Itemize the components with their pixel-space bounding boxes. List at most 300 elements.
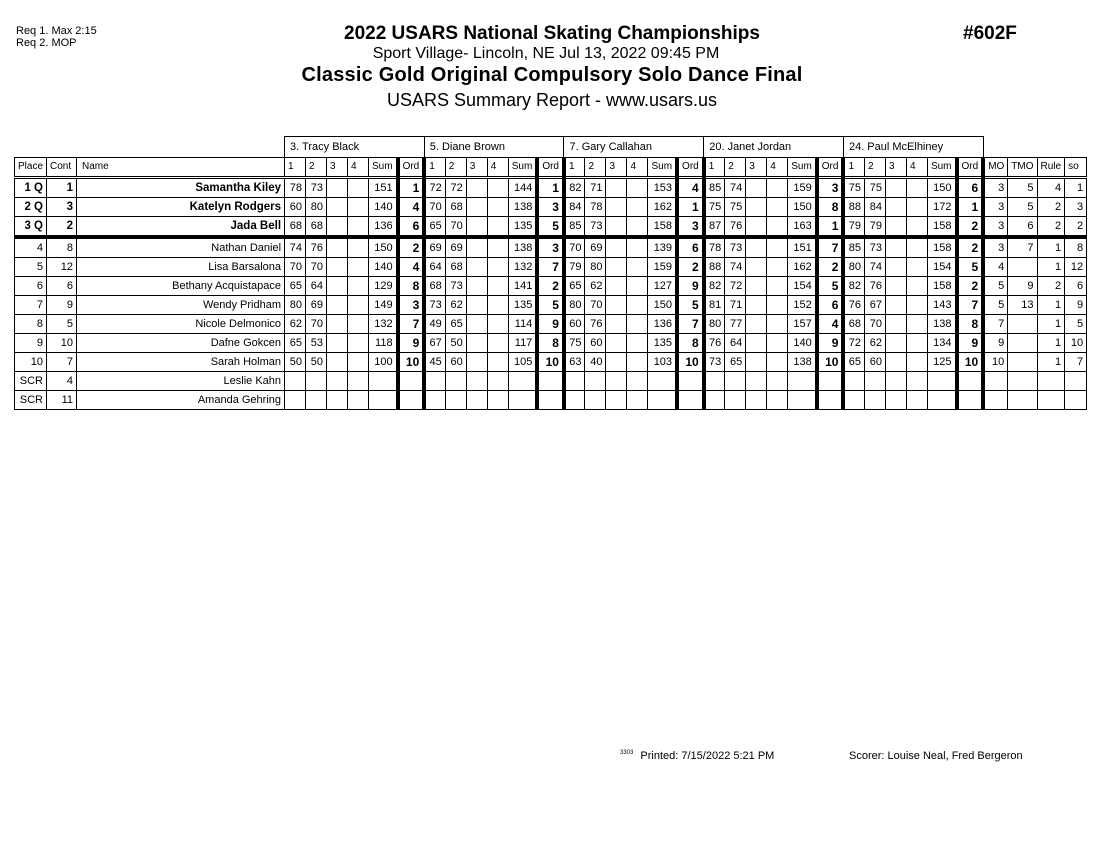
- judge-score-cell: [627, 296, 648, 315]
- skater-name-cell: Samantha Kiley: [77, 178, 285, 198]
- judge-score-cell: 88: [704, 258, 725, 277]
- judge-score-cell: [746, 217, 767, 238]
- judge-score-cell: [348, 237, 369, 258]
- judge-score-cell: 75: [864, 178, 885, 198]
- judge-score-cell: [627, 237, 648, 258]
- judge-score-cell: 82: [704, 277, 725, 296]
- judge-score-cell: 75: [725, 198, 746, 217]
- judge-score-cell: [348, 217, 369, 238]
- judge-score-cell: 40: [585, 353, 606, 372]
- place-cell: 8: [15, 315, 47, 334]
- judge-sum-cell: 149: [369, 296, 398, 315]
- judge-score-cell: 85: [704, 178, 725, 198]
- judge-score-cell: 76: [725, 217, 746, 238]
- judge-sum-cell: [788, 391, 817, 410]
- place-cell: 10: [15, 353, 47, 372]
- table-row: [15, 353, 1087, 372]
- judge-score-cell: [606, 315, 627, 334]
- contestant-number-cell: 5: [47, 315, 77, 334]
- judge-score-cell: [906, 198, 927, 217]
- judge-score-cell: 65: [564, 277, 585, 296]
- event-number: #602F: [963, 23, 1017, 44]
- judge-ordinal-cell: 3: [398, 296, 425, 315]
- judge-sum-cell: 158: [927, 277, 956, 296]
- header-ord: Ord: [398, 158, 425, 178]
- judge-score-cell: 49: [424, 315, 445, 334]
- judge-score-cell: [327, 198, 348, 217]
- judge-score-cell: 50: [306, 353, 327, 372]
- judge-score-cell: [487, 178, 508, 198]
- judge-score-cell: [746, 353, 767, 372]
- judge-score-cell: 80: [704, 315, 725, 334]
- judge-score-cell: [767, 315, 788, 334]
- judge-sum-cell: 158: [927, 237, 956, 258]
- table-row: [15, 198, 1087, 217]
- judge-score-cell: 65: [843, 353, 864, 372]
- judge-score-cell: 68: [843, 315, 864, 334]
- judge-score-cell: [906, 334, 927, 353]
- judge-score-cell: 76: [864, 277, 885, 296]
- judge-score-cell: [487, 372, 508, 391]
- judge-ordinal-cell: 7: [537, 258, 564, 277]
- judge-score-cell: 70: [424, 198, 445, 217]
- header-score-s3: 3: [606, 158, 627, 178]
- judge-score-cell: 50: [285, 353, 306, 372]
- judge-ordinal-cell: 5: [817, 277, 844, 296]
- contestant-number-cell: 2: [47, 217, 77, 238]
- judge-sum-cell: 138: [508, 237, 537, 258]
- judge-score-cell: [327, 277, 348, 296]
- judge-score-cell: [767, 372, 788, 391]
- judge-score-cell: 78: [704, 237, 725, 258]
- judge-sum-cell: 138: [508, 198, 537, 217]
- header-so: so: [1065, 158, 1087, 178]
- rule-cell: [1037, 391, 1065, 410]
- judge-sum-cell: 117: [508, 334, 537, 353]
- judge-sum-cell: 143: [927, 296, 956, 315]
- tmo-cell: 7: [1008, 237, 1037, 258]
- judge-score-cell: 65: [424, 217, 445, 238]
- judge-score-cell: 60: [864, 353, 885, 372]
- judge-sum-cell: [369, 391, 398, 410]
- judge-ordinal-cell: 1: [537, 178, 564, 198]
- judge-score-cell: [906, 372, 927, 391]
- judge-score-cell: [466, 237, 487, 258]
- judge-score-cell: 74: [285, 237, 306, 258]
- header-score-s4: 4: [487, 158, 508, 178]
- mo-cell: 3: [983, 237, 1008, 258]
- judge-score-cell: [767, 277, 788, 296]
- requirement-2: Req 2. MOP: [16, 37, 77, 49]
- tmo-cell: 9: [1008, 277, 1037, 296]
- judge-ordinal-cell: 4: [398, 258, 425, 277]
- so-cell: 3: [1065, 198, 1087, 217]
- judge-score-cell: [906, 391, 927, 410]
- judge-score-cell: [466, 391, 487, 410]
- so-cell: [1065, 391, 1087, 410]
- judge-score-cell: 62: [445, 296, 466, 315]
- judge-score-cell: 45: [424, 353, 445, 372]
- judge-score-cell: [466, 198, 487, 217]
- judge-score-cell: [767, 217, 788, 238]
- header-rule: Rule: [1037, 158, 1065, 178]
- judge-ordinal-cell: 3: [537, 237, 564, 258]
- judge-sum-cell: 158: [927, 217, 956, 238]
- judge-score-cell: 72: [445, 178, 466, 198]
- judge-score-cell: [627, 353, 648, 372]
- judge-score-cell: 85: [564, 217, 585, 238]
- judge-score-cell: 69: [424, 237, 445, 258]
- judge-sum-cell: 162: [648, 198, 677, 217]
- contestant-number-cell: 3: [47, 198, 77, 217]
- judge-score-cell: 73: [445, 277, 466, 296]
- judge-score-cell: 78: [585, 198, 606, 217]
- judge-sum-cell: 150: [927, 178, 956, 198]
- judge-score-cell: 73: [725, 237, 746, 258]
- judge-sum-cell: 150: [788, 198, 817, 217]
- judge-score-cell: [466, 277, 487, 296]
- judge-score-cell: [348, 353, 369, 372]
- tmo-cell: 6: [1008, 217, 1037, 238]
- judge-sum-cell: 162: [788, 258, 817, 277]
- judge-ordinal-cell: 1: [957, 198, 984, 217]
- rule-cell: 1: [1037, 334, 1065, 353]
- judge-score-cell: [746, 372, 767, 391]
- judge-score-cell: [606, 198, 627, 217]
- mo-cell: [983, 372, 1008, 391]
- judge-score-cell: 62: [585, 277, 606, 296]
- judge-score-cell: [348, 391, 369, 410]
- mo-cell: 9: [983, 334, 1008, 353]
- judge-score-cell: 80: [306, 198, 327, 217]
- header-ord: Ord: [677, 158, 704, 178]
- header-score-s1: 1: [704, 158, 725, 178]
- judge-sum-cell: 154: [927, 258, 956, 277]
- judge-score-cell: [767, 178, 788, 198]
- contestant-number-cell: 10: [47, 334, 77, 353]
- judge-score-cell: [767, 296, 788, 315]
- judge-score-cell: 80: [585, 258, 606, 277]
- judge-sum-cell: 144: [508, 178, 537, 198]
- judge-score-cell: 70: [585, 296, 606, 315]
- tmo-cell: [1008, 258, 1037, 277]
- judge-score-cell: [466, 353, 487, 372]
- skater-name-cell: Dafne Gokcen: [77, 334, 285, 353]
- report-code: 3303: [620, 750, 634, 756]
- judge-name: 5. Diane Brown: [424, 137, 564, 158]
- judge-ordinal-cell: 7: [957, 296, 984, 315]
- judge-score-cell: 65: [725, 353, 746, 372]
- judge-score-cell: [327, 296, 348, 315]
- judge-score-cell: [487, 237, 508, 258]
- judge-score-cell: [348, 315, 369, 334]
- judge-score-cell: 75: [843, 178, 864, 198]
- header-place: Place: [15, 158, 47, 178]
- judge-score-cell: [487, 315, 508, 334]
- judge-score-cell: [445, 391, 466, 410]
- judge-score-cell: 70: [306, 315, 327, 334]
- judge-score-cell: [704, 391, 725, 410]
- judge-score-cell: [767, 198, 788, 217]
- judge-score-cell: 74: [864, 258, 885, 277]
- judge-score-cell: 50: [445, 334, 466, 353]
- judge-score-cell: 70: [285, 258, 306, 277]
- judge-score-cell: 70: [564, 237, 585, 258]
- judge-ordinal-cell: [817, 372, 844, 391]
- judge-sum-cell: 136: [648, 315, 677, 334]
- so-cell: 2: [1065, 217, 1087, 238]
- skater-name-cell: Sarah Holman: [77, 353, 285, 372]
- judge-score-cell: [906, 277, 927, 296]
- tmo-cell: 5: [1008, 198, 1037, 217]
- judge-score-cell: [466, 178, 487, 198]
- judge-score-cell: [306, 391, 327, 410]
- judge-score-cell: 72: [725, 277, 746, 296]
- judge-score-cell: [564, 372, 585, 391]
- judge-score-cell: 74: [725, 258, 746, 277]
- table-row: [15, 334, 1087, 353]
- judge-ordinal-cell: 2: [817, 258, 844, 277]
- judge-score-cell: 73: [306, 178, 327, 198]
- judge-ordinal-cell: 6: [677, 237, 704, 258]
- judge-ordinal-cell: 2: [537, 277, 564, 296]
- judge-score-cell: 85: [843, 237, 864, 258]
- judge-sum-cell: [508, 391, 537, 410]
- judge-score-cell: 64: [725, 334, 746, 353]
- judge-sum-cell: 153: [648, 178, 677, 198]
- table-row: [15, 315, 1087, 334]
- judge-score-cell: 79: [843, 217, 864, 238]
- judge-score-cell: [348, 277, 369, 296]
- venue-date: Sport Village- Lincoln, NE Jul 13, 2022 09:45 PM: [372, 45, 720, 62]
- contestant-number-cell: 6: [47, 277, 77, 296]
- judge-score-cell: 68: [445, 198, 466, 217]
- judge-ordinal-cell: 2: [957, 217, 984, 238]
- judge-ordinal-cell: 8: [398, 277, 425, 296]
- judge-ordinal-cell: 9: [398, 334, 425, 353]
- judge-sum-cell: 152: [788, 296, 817, 315]
- header-score-s4: 4: [767, 158, 788, 178]
- judge-score-cell: [285, 391, 306, 410]
- judge-sum-cell: 135: [648, 334, 677, 353]
- judge-ordinal-cell: 4: [817, 315, 844, 334]
- judge-score-cell: [885, 178, 906, 198]
- judge-name: 7. Gary Callahan: [564, 137, 704, 158]
- rule-cell: 4: [1037, 178, 1065, 198]
- judge-score-cell: 81: [704, 296, 725, 315]
- judge-score-cell: 82: [564, 178, 585, 198]
- header-cont: Cont: [47, 158, 77, 178]
- judge-ordinal-cell: 3: [817, 178, 844, 198]
- judge-score-cell: 80: [843, 258, 864, 277]
- judge-score-cell: 80: [564, 296, 585, 315]
- judge-sum-cell: [927, 391, 956, 410]
- judge-score-cell: 65: [285, 277, 306, 296]
- so-cell: 8: [1065, 237, 1087, 258]
- table-row: [15, 391, 1087, 410]
- judge-score-cell: [585, 391, 606, 410]
- judge-score-cell: [348, 296, 369, 315]
- judge-sum-cell: 163: [788, 217, 817, 238]
- judge-ordinal-cell: [677, 391, 704, 410]
- judge-ordinal-cell: 1: [677, 198, 704, 217]
- judge-score-cell: [606, 178, 627, 198]
- header-score-s1: 1: [285, 158, 306, 178]
- judge-score-cell: 68: [285, 217, 306, 238]
- header-sum: Sum: [788, 158, 817, 178]
- judge-score-cell: 75: [704, 198, 725, 217]
- tmo-cell: [1008, 391, 1037, 410]
- judge-score-cell: [843, 372, 864, 391]
- place-cell: 5: [15, 258, 47, 277]
- judge-score-cell: [606, 391, 627, 410]
- header-sum: Sum: [927, 158, 956, 178]
- judge-score-cell: 82: [843, 277, 864, 296]
- judge-ordinal-cell: 2: [398, 237, 425, 258]
- header-ord: Ord: [957, 158, 984, 178]
- judge-score-cell: [885, 296, 906, 315]
- judge-sum-cell: 139: [648, 237, 677, 258]
- mo-cell: 3: [983, 178, 1008, 198]
- judge-score-cell: [327, 217, 348, 238]
- judge-score-cell: [466, 217, 487, 238]
- judge-score-cell: [746, 178, 767, 198]
- judge-score-cell: [767, 258, 788, 277]
- judge-score-cell: 80: [285, 296, 306, 315]
- judge-score-cell: 67: [864, 296, 885, 315]
- judge-score-cell: [606, 372, 627, 391]
- judge-score-cell: [606, 217, 627, 238]
- table-row: [15, 372, 1087, 391]
- judge-score-cell: [627, 334, 648, 353]
- judge-ordinal-cell: 8: [537, 334, 564, 353]
- skater-name-cell: Jada Bell: [77, 217, 285, 238]
- judge-score-cell: [564, 391, 585, 410]
- printed-timestamp: Printed: 7/15/2022 5:21 PM: [640, 750, 775, 762]
- contestant-number-cell: 4: [47, 372, 77, 391]
- judge-score-cell: [767, 237, 788, 258]
- header-name: Name: [77, 158, 285, 178]
- judge-score-cell: [906, 217, 927, 238]
- judge-sum-cell: 159: [648, 258, 677, 277]
- judge-score-cell: 74: [725, 178, 746, 198]
- judge-ordinal-cell: [957, 372, 984, 391]
- judge-score-cell: 64: [306, 277, 327, 296]
- mo-cell: 5: [983, 277, 1008, 296]
- judge-score-cell: [327, 391, 348, 410]
- judge-sum-cell: 140: [369, 198, 398, 217]
- mo-cell: [983, 391, 1008, 410]
- judge-score-cell: 69: [306, 296, 327, 315]
- judge-ordinal-cell: 8: [957, 315, 984, 334]
- rule-cell: 2: [1037, 217, 1065, 238]
- judge-ordinal-cell: 9: [537, 315, 564, 334]
- event-name: Classic Gold Original Compulsory Solo Dance Final: [301, 64, 803, 86]
- header-score-s4: 4: [348, 158, 369, 178]
- judge-ordinal-cell: 6: [817, 296, 844, 315]
- judge-score-cell: 76: [843, 296, 864, 315]
- tmo-cell: 13: [1008, 296, 1037, 315]
- judge-score-cell: [906, 178, 927, 198]
- place-cell: 1 Q: [15, 178, 47, 198]
- header-score-s2: 2: [864, 158, 885, 178]
- judge-score-cell: 60: [445, 353, 466, 372]
- competition-title: 2022 USARS National Skating Championships: [344, 23, 760, 44]
- judge-score-cell: [627, 198, 648, 217]
- blank-cell: [983, 137, 1086, 158]
- judge-ordinal-cell: 4: [677, 178, 704, 198]
- judge-score-cell: 78: [285, 178, 306, 198]
- so-cell: 7: [1065, 353, 1087, 372]
- column-header-row: [15, 158, 1087, 178]
- judge-score-cell: 73: [704, 353, 725, 372]
- judge-sum-cell: 134: [927, 334, 956, 353]
- judge-sum-cell: 157: [788, 315, 817, 334]
- tmo-cell: [1008, 353, 1037, 372]
- judge-score-cell: 62: [285, 315, 306, 334]
- judge-ordinal-cell: 2: [957, 277, 984, 296]
- contestant-number-cell: 7: [47, 353, 77, 372]
- judge-ordinal-cell: 5: [957, 258, 984, 277]
- so-cell: 9: [1065, 296, 1087, 315]
- judge-score-cell: [885, 372, 906, 391]
- judge-sum-cell: 154: [788, 277, 817, 296]
- skater-name-cell: Nicole Delmonico: [77, 315, 285, 334]
- judge-score-cell: [746, 198, 767, 217]
- judge-score-cell: 64: [424, 258, 445, 277]
- contestant-number-cell: 9: [47, 296, 77, 315]
- judge-sum-cell: 141: [508, 277, 537, 296]
- judge-sum-cell: 129: [369, 277, 398, 296]
- judge-sum-cell: 140: [369, 258, 398, 277]
- place-cell: 2 Q: [15, 198, 47, 217]
- judge-score-cell: [445, 372, 466, 391]
- tmo-cell: 5: [1008, 178, 1037, 198]
- so-cell: 6: [1065, 277, 1087, 296]
- judge-score-cell: [704, 372, 725, 391]
- judge-score-cell: [348, 334, 369, 353]
- judge-score-cell: [767, 353, 788, 372]
- table-row: [15, 296, 1087, 315]
- judge-score-cell: 70: [445, 217, 466, 238]
- judge-score-cell: [627, 372, 648, 391]
- so-cell: 12: [1065, 258, 1087, 277]
- print-info: [620, 750, 774, 762]
- tmo-cell: [1008, 315, 1037, 334]
- judge-sum-cell: [508, 372, 537, 391]
- judge-score-cell: [906, 258, 927, 277]
- judge-score-cell: 76: [306, 237, 327, 258]
- judge-score-cell: 87: [704, 217, 725, 238]
- judge-score-cell: [843, 391, 864, 410]
- header-sum: Sum: [508, 158, 537, 178]
- judge-score-cell: [627, 391, 648, 410]
- judge-score-cell: [466, 296, 487, 315]
- judge-score-cell: 60: [564, 315, 585, 334]
- place-cell: 4: [15, 237, 47, 258]
- judge-score-cell: 69: [585, 237, 606, 258]
- judge-score-cell: [487, 353, 508, 372]
- judge-score-cell: 75: [564, 334, 585, 353]
- judge-score-cell: [585, 372, 606, 391]
- judge-score-cell: 84: [864, 198, 885, 217]
- judge-name: 24. Paul McElhiney: [843, 137, 983, 158]
- judge-score-cell: [885, 198, 906, 217]
- skater-name-cell: Bethany Acquistapace: [77, 277, 285, 296]
- judge-sum-cell: 132: [369, 315, 398, 334]
- judge-score-cell: [487, 217, 508, 238]
- contestant-number-cell: 8: [47, 237, 77, 258]
